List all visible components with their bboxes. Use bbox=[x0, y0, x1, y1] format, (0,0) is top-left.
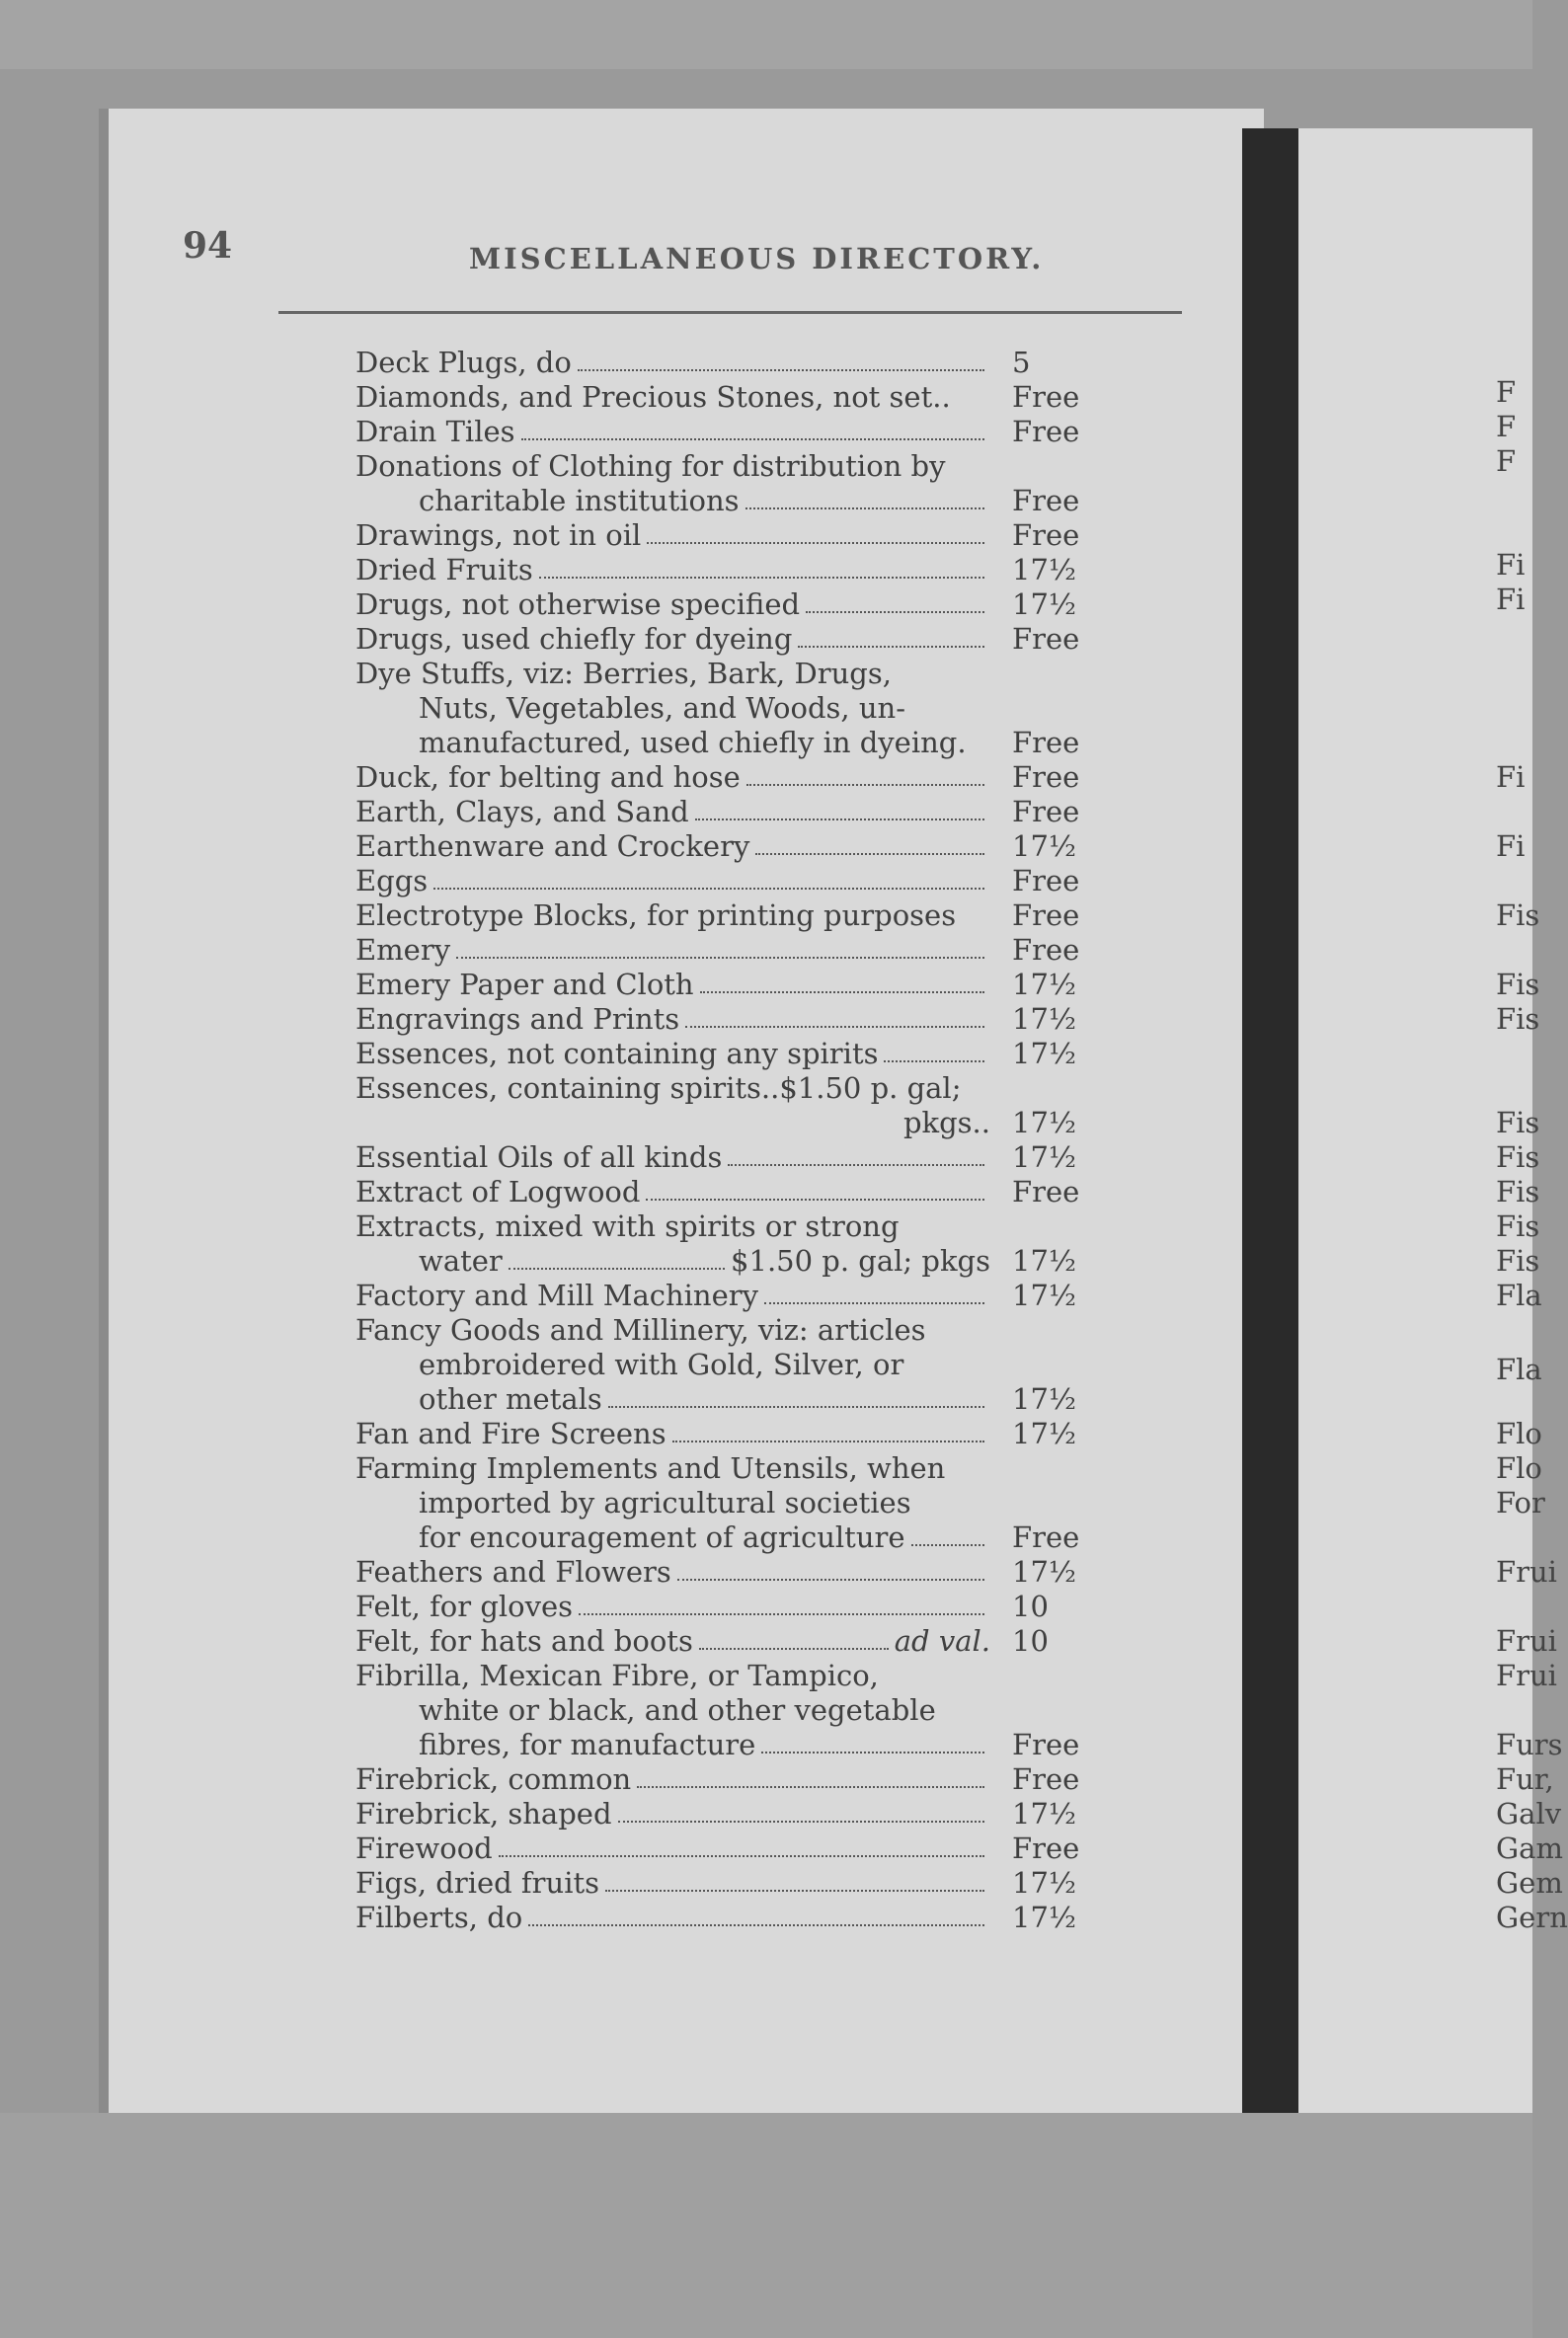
right-page-fragment: Fis bbox=[1496, 1140, 1540, 1174]
tariff-entry bbox=[355, 657, 1106, 760]
page-number: 94 bbox=[183, 225, 233, 267]
entry-description bbox=[355, 1624, 990, 1659]
entry-line bbox=[355, 622, 990, 657]
entry-line bbox=[355, 1590, 990, 1624]
entry-description bbox=[355, 1901, 990, 1935]
entry-rate: Free bbox=[1012, 864, 1080, 897]
tariff-entry bbox=[355, 346, 1106, 380]
tariff-entry bbox=[355, 380, 1106, 415]
entry-line bbox=[355, 1140, 990, 1175]
entry-rate: 17½ bbox=[1012, 1106, 1077, 1139]
entry-line bbox=[355, 1728, 990, 1762]
tariff-entry bbox=[355, 1659, 1106, 1762]
entry-description bbox=[355, 1555, 990, 1590]
entry-description bbox=[355, 622, 990, 657]
entry-line bbox=[355, 795, 990, 829]
entry-rate: 17½ bbox=[1012, 1555, 1077, 1589]
entry-line bbox=[355, 1175, 990, 1209]
dot-leader bbox=[618, 1821, 984, 1823]
entry-description bbox=[355, 1762, 990, 1797]
entry-description bbox=[355, 898, 990, 933]
entry-description bbox=[355, 864, 990, 898]
tariff-entry-list bbox=[355, 346, 1106, 1935]
entry-line bbox=[355, 1279, 990, 1313]
entry-text: Filberts, do bbox=[355, 1901, 523, 1934]
right-page-fragment: Fis bbox=[1496, 1209, 1540, 1243]
right-page-fragment: For bbox=[1496, 1486, 1545, 1520]
entry-text: Eggs bbox=[355, 864, 429, 897]
right-page-fragment: Fi bbox=[1496, 548, 1526, 582]
tariff-entry bbox=[355, 1866, 1106, 1901]
entry-description bbox=[355, 1175, 990, 1209]
entry-text: Felt, for gloves bbox=[355, 1590, 574, 1623]
entry-text: Essences, not containing any spirits bbox=[355, 1037, 879, 1070]
entry-rate: 17½ bbox=[1012, 1901, 1077, 1934]
entry-rate: Free bbox=[1012, 380, 1080, 414]
entry-text: Factory and Mill Machinery bbox=[355, 1279, 759, 1312]
tariff-entry bbox=[355, 622, 1106, 657]
entry-line bbox=[355, 829, 990, 864]
entry-rate: Free bbox=[1012, 518, 1080, 552]
entry-line: Fancy Goods and Millinery, viz: articles bbox=[355, 1313, 926, 1347]
entry-line bbox=[355, 1866, 990, 1901]
entry-description bbox=[355, 1866, 990, 1901]
entry-rate: Free bbox=[1012, 933, 1080, 967]
entry-line bbox=[355, 1382, 990, 1417]
entry-description bbox=[355, 587, 990, 622]
tariff-entry bbox=[355, 449, 1106, 518]
tariff-entry bbox=[355, 933, 1106, 968]
tariff-entry bbox=[355, 1555, 1106, 1590]
entry-line: Farming Implements and Utensils, when bbox=[355, 1451, 946, 1485]
dot-leader bbox=[798, 646, 984, 648]
entry-text: for encouragement of agriculture bbox=[419, 1520, 905, 1554]
tariff-entry bbox=[355, 1624, 1106, 1659]
entry-line bbox=[355, 1831, 990, 1866]
entry-rate: 17½ bbox=[1012, 1382, 1077, 1416]
entry-text: Diamonds, and Precious Stones, not set.. bbox=[355, 380, 951, 414]
entry-line bbox=[355, 968, 990, 1002]
entry-text: Fan and Fire Screens bbox=[355, 1417, 666, 1450]
dot-leader bbox=[509, 1268, 725, 1270]
entry-text: other metals bbox=[419, 1382, 602, 1416]
dot-leader bbox=[695, 818, 984, 820]
entry-description bbox=[355, 657, 990, 760]
dot-leader bbox=[884, 1060, 984, 1062]
entry-line: embroidered with Gold, Silver, or bbox=[419, 1348, 904, 1381]
dot-leader bbox=[911, 1544, 984, 1546]
entry-text: Drawings, not in oil bbox=[355, 518, 642, 552]
tariff-entry bbox=[355, 1797, 1106, 1831]
entry-text-tail: ad val. bbox=[894, 1624, 990, 1658]
right-page-fragment: Flo bbox=[1496, 1417, 1542, 1450]
entry-text: charitable institutions bbox=[419, 484, 740, 517]
entry-rate: Free bbox=[1012, 415, 1080, 448]
entry-rate: Free bbox=[1012, 1762, 1080, 1796]
entry-description bbox=[355, 1071, 990, 1140]
dot-leader bbox=[677, 1579, 984, 1581]
dot-leader bbox=[755, 853, 984, 855]
dot-leader bbox=[745, 507, 984, 509]
tariff-entry bbox=[355, 864, 1106, 898]
book-gutter bbox=[1242, 128, 1301, 2143]
entry-text: Drugs, not otherwise specified bbox=[355, 587, 801, 621]
entry-text: Dried Fruits bbox=[355, 553, 533, 586]
entry-text: Deck Plugs, do bbox=[355, 346, 572, 379]
tariff-entry bbox=[355, 1901, 1106, 1935]
entry-rate: 17½ bbox=[1012, 1002, 1077, 1036]
entry-text: water bbox=[419, 1244, 503, 1278]
entry-text: Extract of Logwood bbox=[355, 1175, 641, 1208]
entry-description bbox=[355, 829, 990, 864]
scan-background-bottom bbox=[0, 2113, 1532, 2338]
dot-leader bbox=[499, 1855, 984, 1857]
entry-line: imported by agricultural societies bbox=[419, 1486, 911, 1520]
entry-line: Dye Stuffs, viz: Berries, Bark, Drugs, bbox=[355, 657, 892, 690]
tariff-entry bbox=[355, 1175, 1106, 1209]
entry-line bbox=[355, 760, 990, 795]
entry-line bbox=[355, 864, 990, 898]
tariff-entry bbox=[355, 1313, 1106, 1417]
tariff-entry bbox=[355, 587, 1106, 622]
entry-rate: 5 bbox=[1012, 346, 1031, 379]
entry-line bbox=[355, 1417, 990, 1451]
header-rule bbox=[278, 311, 1182, 314]
dot-leader bbox=[647, 542, 984, 544]
entry-line bbox=[355, 1037, 990, 1071]
entry-line bbox=[355, 1624, 990, 1659]
entry-rate: 17½ bbox=[1012, 553, 1077, 586]
right-page-fragment: Galv bbox=[1496, 1797, 1562, 1831]
right-page-fragment: Fur, bbox=[1496, 1762, 1554, 1796]
entry-text: Firewood bbox=[355, 1831, 493, 1865]
entry-line: Nuts, Vegetables, and Woods, un- bbox=[419, 691, 905, 725]
entry-text: pkgs.. bbox=[902, 1106, 990, 1139]
dot-leader bbox=[605, 1890, 984, 1892]
entry-line bbox=[355, 415, 990, 449]
entry-description bbox=[355, 1002, 990, 1037]
entry-description bbox=[355, 760, 990, 795]
entry-line bbox=[355, 933, 990, 968]
entry-rate: 10 bbox=[1012, 1590, 1049, 1623]
right-page-fragment: Frui bbox=[1496, 1555, 1557, 1589]
dot-leader bbox=[746, 784, 984, 786]
entry-text: Duck, for belting and hose bbox=[355, 760, 741, 794]
entry-description bbox=[355, 449, 990, 518]
dot-leader bbox=[528, 1924, 984, 1926]
entry-description bbox=[355, 1417, 990, 1451]
entry-line bbox=[355, 346, 990, 380]
entry-line bbox=[355, 1520, 990, 1555]
entry-rate: 17½ bbox=[1012, 1037, 1077, 1070]
dot-leader bbox=[578, 369, 984, 371]
entry-rate: 17½ bbox=[1012, 1797, 1077, 1831]
entry-description bbox=[355, 1313, 990, 1417]
entry-line bbox=[355, 1555, 990, 1590]
right-page-fragment: Fis bbox=[1496, 1175, 1540, 1208]
entry-rate: 17½ bbox=[1012, 1417, 1077, 1450]
entry-rate: Free bbox=[1012, 1520, 1080, 1554]
entry-line bbox=[355, 587, 990, 622]
right-page-fragment: Fla bbox=[1496, 1353, 1542, 1386]
entry-line: Fibrilla, Mexican Fibre, or Tampico, bbox=[355, 1659, 879, 1692]
dot-leader bbox=[728, 1164, 984, 1166]
right-page-fragment: Flo bbox=[1496, 1451, 1542, 1485]
entry-description bbox=[355, 933, 990, 968]
entry-rate: 17½ bbox=[1012, 1866, 1077, 1900]
dot-leader bbox=[764, 1302, 984, 1304]
entry-text-tail: $1.50 p. gal; pkgs bbox=[731, 1244, 990, 1278]
tariff-entry bbox=[355, 1279, 1106, 1313]
entry-rate: Free bbox=[1012, 484, 1080, 517]
entry-line bbox=[355, 726, 990, 760]
entry-line bbox=[355, 1797, 990, 1831]
dot-leader bbox=[685, 1026, 984, 1028]
tariff-entry bbox=[355, 1762, 1106, 1797]
entry-rate: Free bbox=[1012, 1728, 1080, 1761]
entry-text: Drain Tiles bbox=[355, 415, 515, 448]
entry-line bbox=[355, 484, 990, 518]
dot-leader bbox=[672, 1441, 984, 1442]
dot-leader bbox=[806, 611, 984, 613]
entry-text: Engravings and Prints bbox=[355, 1002, 680, 1036]
right-page-fragment: Fis bbox=[1496, 1244, 1540, 1278]
tariff-entry bbox=[355, 898, 1106, 933]
right-page-fragment: Fi bbox=[1496, 583, 1526, 616]
entry-description bbox=[355, 1037, 990, 1071]
entry-text: Essential Oils of all kinds bbox=[355, 1140, 723, 1174]
dot-leader bbox=[433, 888, 984, 890]
dot-leader bbox=[699, 1648, 889, 1650]
tariff-entry bbox=[355, 829, 1106, 864]
entry-line: Extracts, mixed with spirits or strong bbox=[355, 1209, 900, 1243]
entry-description bbox=[355, 1209, 990, 1279]
tariff-entry bbox=[355, 1417, 1106, 1451]
right-page-fragment: Fla bbox=[1496, 1279, 1542, 1312]
entry-text: Emery Paper and Cloth bbox=[355, 968, 694, 1001]
entry-text: Drugs, used chiefly for dyeing bbox=[355, 622, 793, 656]
tariff-entry bbox=[355, 1002, 1106, 1037]
tariff-entry bbox=[355, 553, 1106, 587]
entry-text: manufactured, used chiefly in dyeing. bbox=[419, 726, 967, 759]
entry-line bbox=[355, 1106, 990, 1140]
right-page-fragment: Fis bbox=[1496, 1002, 1540, 1036]
right-page-fragment: F bbox=[1496, 410, 1517, 443]
tariff-entry bbox=[355, 1831, 1106, 1866]
dot-leader bbox=[608, 1406, 984, 1408]
right-page-fragment: Gem bbox=[1496, 1866, 1563, 1900]
entry-description bbox=[355, 518, 990, 553]
right-page-fragment: Fi bbox=[1496, 760, 1526, 794]
entry-text: Firebrick, shaped bbox=[355, 1797, 612, 1831]
dot-leader bbox=[646, 1199, 984, 1201]
entry-rate: 17½ bbox=[1012, 587, 1077, 621]
running-head: MISCELLANEOUS DIRECTORY. bbox=[469, 242, 1045, 275]
tariff-entry bbox=[355, 760, 1106, 795]
entry-line bbox=[355, 1901, 990, 1935]
right-page-fragment: Fis bbox=[1496, 898, 1540, 932]
tariff-entry bbox=[355, 1209, 1106, 1279]
entry-description bbox=[355, 1797, 990, 1831]
tariff-entry bbox=[355, 968, 1106, 1002]
entry-description bbox=[355, 1279, 990, 1313]
entry-line bbox=[355, 898, 990, 933]
entry-rate: 17½ bbox=[1012, 1140, 1077, 1174]
entry-rate: 17½ bbox=[1012, 968, 1077, 1001]
tariff-entry bbox=[355, 1037, 1106, 1071]
entry-text: Firebrick, common bbox=[355, 1762, 632, 1796]
right-page-fragment: Gern bbox=[1496, 1901, 1568, 1934]
right-page-fragment: F bbox=[1496, 375, 1517, 409]
tariff-entry bbox=[355, 415, 1106, 449]
right-page-fragment: Fis bbox=[1496, 968, 1540, 1001]
entry-description bbox=[355, 1451, 990, 1555]
entry-description bbox=[355, 968, 990, 1002]
entry-text: Electrotype Blocks, for printing purposes bbox=[355, 898, 957, 932]
right-page-fragment: F bbox=[1496, 444, 1517, 478]
right-page-fragment: Furs bbox=[1496, 1728, 1563, 1761]
entry-rate: Free bbox=[1012, 795, 1080, 828]
entry-text: Earth, Clays, and Sand bbox=[355, 795, 689, 828]
scan-background-top bbox=[0, 0, 1532, 69]
entry-text: Emery bbox=[355, 933, 451, 967]
right-page-fragment: Fi bbox=[1496, 829, 1526, 863]
entry-line bbox=[355, 553, 990, 587]
entry-rate: 17½ bbox=[1012, 1244, 1077, 1278]
entry-description bbox=[355, 1140, 990, 1175]
dot-leader bbox=[637, 1786, 984, 1788]
tariff-entry bbox=[355, 795, 1106, 829]
dot-leader bbox=[761, 1752, 984, 1754]
tariff-entry bbox=[355, 1451, 1106, 1555]
dot-leader bbox=[456, 957, 984, 959]
right-page-fragment: Fis bbox=[1496, 1106, 1540, 1139]
entry-text: fibres, for manufacture bbox=[419, 1728, 756, 1761]
entry-line bbox=[355, 380, 990, 415]
dot-leader bbox=[521, 438, 984, 440]
entry-line bbox=[355, 1762, 990, 1797]
entry-description bbox=[355, 415, 990, 449]
entry-rate: Free bbox=[1012, 760, 1080, 794]
entry-text: Figs, dried fruits bbox=[355, 1866, 600, 1900]
entry-rate: Free bbox=[1012, 726, 1080, 759]
entry-rate: 17½ bbox=[1012, 1279, 1077, 1312]
right-page-fragment: Frui bbox=[1496, 1659, 1557, 1692]
entry-description bbox=[355, 346, 990, 380]
entry-description bbox=[355, 1831, 990, 1866]
entry-line bbox=[355, 1002, 990, 1037]
entry-line bbox=[355, 1244, 990, 1279]
tariff-entry bbox=[355, 518, 1106, 553]
entry-text: Felt, for hats and boots bbox=[355, 1624, 693, 1658]
entry-rate: 17½ bbox=[1012, 829, 1077, 863]
entry-line: Essences, containing spirits..$1.50 p. gal; bbox=[355, 1071, 962, 1105]
entry-text: Feathers and Flowers bbox=[355, 1555, 671, 1589]
entry-rate: Free bbox=[1012, 898, 1080, 932]
entry-description bbox=[355, 795, 990, 829]
entry-description bbox=[355, 380, 990, 415]
tariff-entry bbox=[355, 1071, 1106, 1140]
entry-rate: Free bbox=[1012, 622, 1080, 656]
entry-line bbox=[355, 518, 990, 553]
entry-line: Donations of Clothing for distribution by bbox=[355, 449, 946, 483]
entry-text: Earthenware and Crockery bbox=[355, 829, 750, 863]
entry-rate: Free bbox=[1012, 1175, 1080, 1208]
entry-description bbox=[355, 1590, 990, 1624]
entry-rate: 10 bbox=[1012, 1624, 1049, 1658]
dot-leader bbox=[700, 991, 984, 993]
entry-line: white or black, and other vegetable bbox=[419, 1693, 936, 1727]
right-page-fragment: Frui bbox=[1496, 1624, 1557, 1658]
entry-rate: Free bbox=[1012, 1831, 1080, 1865]
entry-description bbox=[355, 1659, 990, 1762]
dot-leader bbox=[579, 1613, 984, 1615]
dot-leader bbox=[539, 577, 984, 579]
tariff-entry bbox=[355, 1140, 1106, 1175]
right-page-fragment: Gam bbox=[1496, 1831, 1563, 1865]
tariff-entry bbox=[355, 1590, 1106, 1624]
entry-description bbox=[355, 553, 990, 587]
